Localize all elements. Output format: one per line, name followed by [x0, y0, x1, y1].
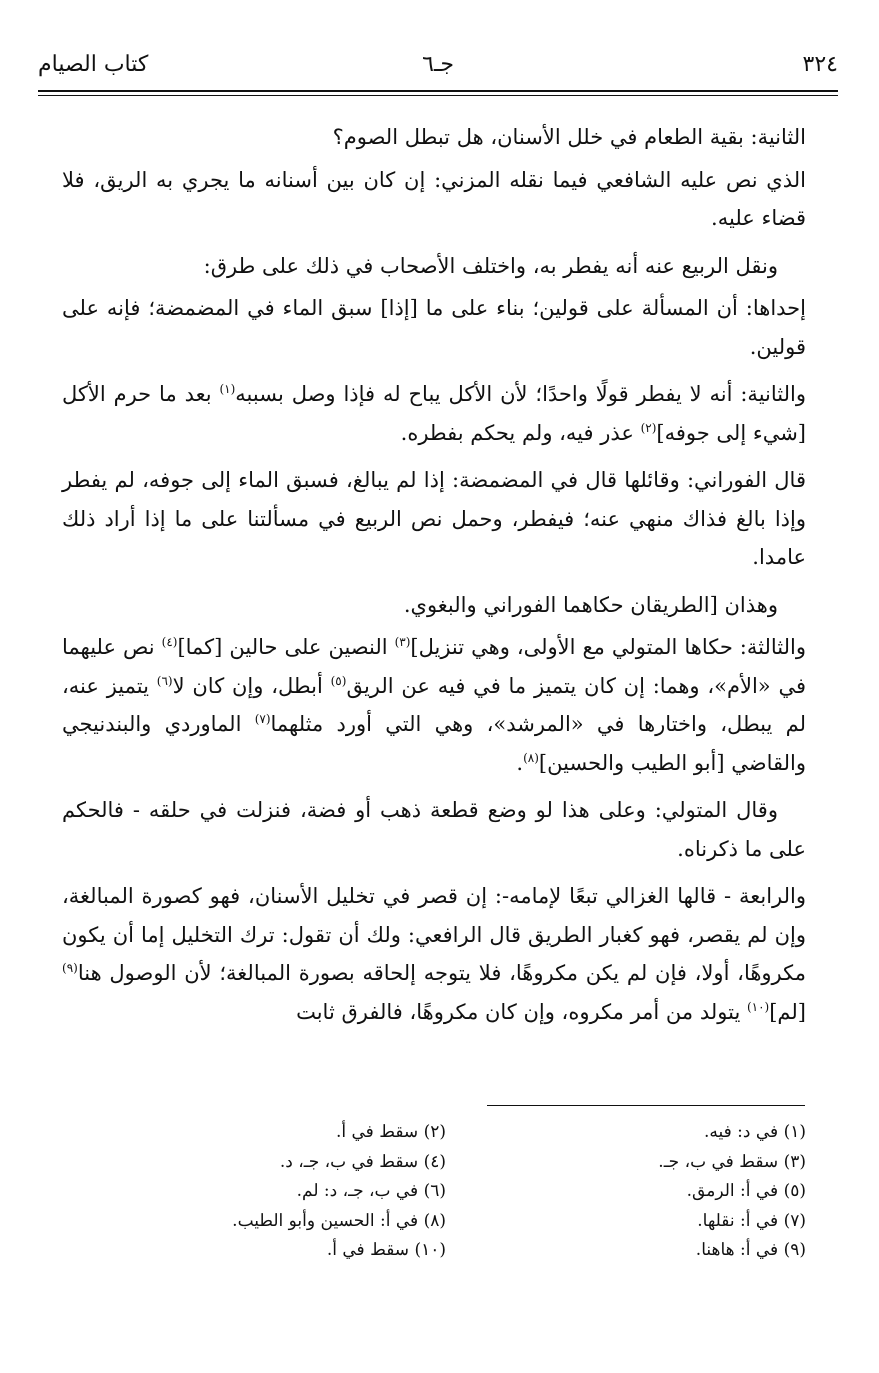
footnote: (٢) سقط في أ. — [335, 1122, 446, 1142]
footnote-separator — [487, 1105, 805, 1106]
text-run: والرابعة - قالها الغزالي تبعًا لإمامه-: إن قصر في تخليل الأسنان، فهو كصورة المبالغة، وإن لم يقصر، فهو كغبار الطريق قال الرافعي: ولك أن تقول: ترك التخليل إما أن يكون مكروهًا، أولا، فإن لم يكن مكروهًا، فلا يتوجه إلحاقه بصورة المبالغة؛ لأن الوصول هنا — [62, 884, 806, 985]
footnote-ref: (١) — [219, 382, 236, 396]
text-run: والثالثة: حكاها المتولي مع الأولى، وهي تنزيل] — [410, 635, 806, 659]
paragraph — [62, 628, 806, 782]
footnote-row — [160, 1177, 806, 1207]
paragraph: وقال المتولي: وعلى هذا لو وضع قطعة ذهب أو فضة، فنزلت في حلقه - فالحكم على ما ذكرناه. — [62, 798, 806, 861]
book-title: كتاب الصيام — [38, 52, 149, 77]
footnote-ref: (١٠) — [746, 999, 770, 1014]
footnote-row — [160, 1148, 806, 1178]
text-run: يتميز عنه، لم يبطل، واختارها في «المرشد»، وهي التي أورد مثلهما — [62, 673, 806, 736]
paragraph: قال الفوراني: وقائلها قال في المضمضة: إذا لم يبالغ، فسبق الماء إلى جوفه، لم يفطر وإذا بالغ فذاك منهي عنه؛ فيفطر، وحمل نص الربيع في مسألتنا على ما إذا أراد ذلك عامدا. — [62, 468, 806, 569]
paragraph — [62, 877, 806, 1031]
footnote: (٩) في أ: هاهنا. — [695, 1240, 806, 1260]
page-number: ٣٢٤ — [802, 52, 838, 77]
main-text — [62, 118, 806, 1031]
footnote: (٥) في أ: الرمق. — [686, 1181, 806, 1201]
text-run: والثانية: أنه لا يفطر قولًا واحدًا؛ لأن الأكل يباح له فإذا وصل بسببه — [235, 382, 806, 406]
text-run: . — [516, 750, 524, 775]
text-run: يتولد من أمر مكروه، وإن كان مكروهًا، فالفرق ثابت — [296, 999, 747, 1024]
footnote-row — [160, 1207, 806, 1237]
footnote-ref: (٩) — [62, 961, 78, 975]
footnote: (١) في د: فيه. — [704, 1122, 806, 1142]
footnote-row — [160, 1118, 806, 1148]
paragraph — [62, 375, 806, 452]
paragraph: الثانية: بقية الطعام في خلل الأسنان، هل تبطل الصوم؟ — [332, 125, 806, 149]
footnote-ref: (٢) — [640, 420, 657, 435]
footnote: (٤) سقط في ب، جـ، د. — [279, 1151, 446, 1172]
header-rule-thick — [38, 90, 838, 92]
running-header — [38, 52, 838, 92]
footnote-ref: (٣) — [394, 635, 411, 649]
text-run: نص عليهما في «الأم»، وهما: إن كان يتميز ما في فيه عن الريق — [62, 635, 806, 698]
text-run: الماوردي والبندنيجي والقاضي [أبو الطيب والحسين] — [62, 712, 806, 775]
text-run: النصين على حالين [كما] — [177, 635, 395, 659]
text-run: أبطل، وإن كان لا — [172, 673, 331, 698]
footnote: (٦) في ب، جـ، د: لم. — [296, 1181, 446, 1201]
footnotes — [160, 1118, 806, 1266]
header-rule-thin — [38, 95, 838, 96]
paragraph: الذي نص عليه الشافعي فيما نقله المزني: إن كان بين أسنانه ما يجري به الريق، فلا قضاء عليه. — [62, 167, 806, 230]
footnote: (٣) سقط في ب، جـ. — [658, 1151, 806, 1172]
footnote: (١٠) سقط في أ. — [326, 1240, 446, 1260]
footnote-ref: (٦) — [156, 673, 173, 688]
text-run: بعد ما حرم الأكل [شيء إلى جوفه] — [62, 382, 806, 445]
footnote-ref: (٤) — [161, 635, 178, 649]
footnote-row — [160, 1236, 806, 1266]
volume-label: جـ٦ — [422, 52, 454, 77]
text-run: عذر فيه، ولم يحكم بفطره. — [400, 420, 641, 445]
footnote-ref: (٨) — [523, 750, 539, 765]
paragraph: وهذان [الطريقان حكاهما الفوراني والبغوي. — [403, 592, 778, 617]
paragraph: إحداها: أن المسألة على قولين؛ بناء على ما [إذا] سبق الماء في المضمضة؛ فإنه على قولين. — [62, 296, 806, 359]
footnote: (٨) في أ: الحسين وأبو الطيب. — [232, 1210, 446, 1231]
text-run: [لم] — [769, 999, 806, 1024]
footnote: (٧) في أ: نقلها. — [697, 1210, 806, 1231]
footnote-ref: (٧) — [254, 712, 271, 726]
footnote-ref: (٥) — [330, 673, 347, 688]
paragraph: ونقل الربيع عنه أنه يفطر به، واختلف الأصحاب في ذلك على طرق: — [203, 253, 778, 278]
